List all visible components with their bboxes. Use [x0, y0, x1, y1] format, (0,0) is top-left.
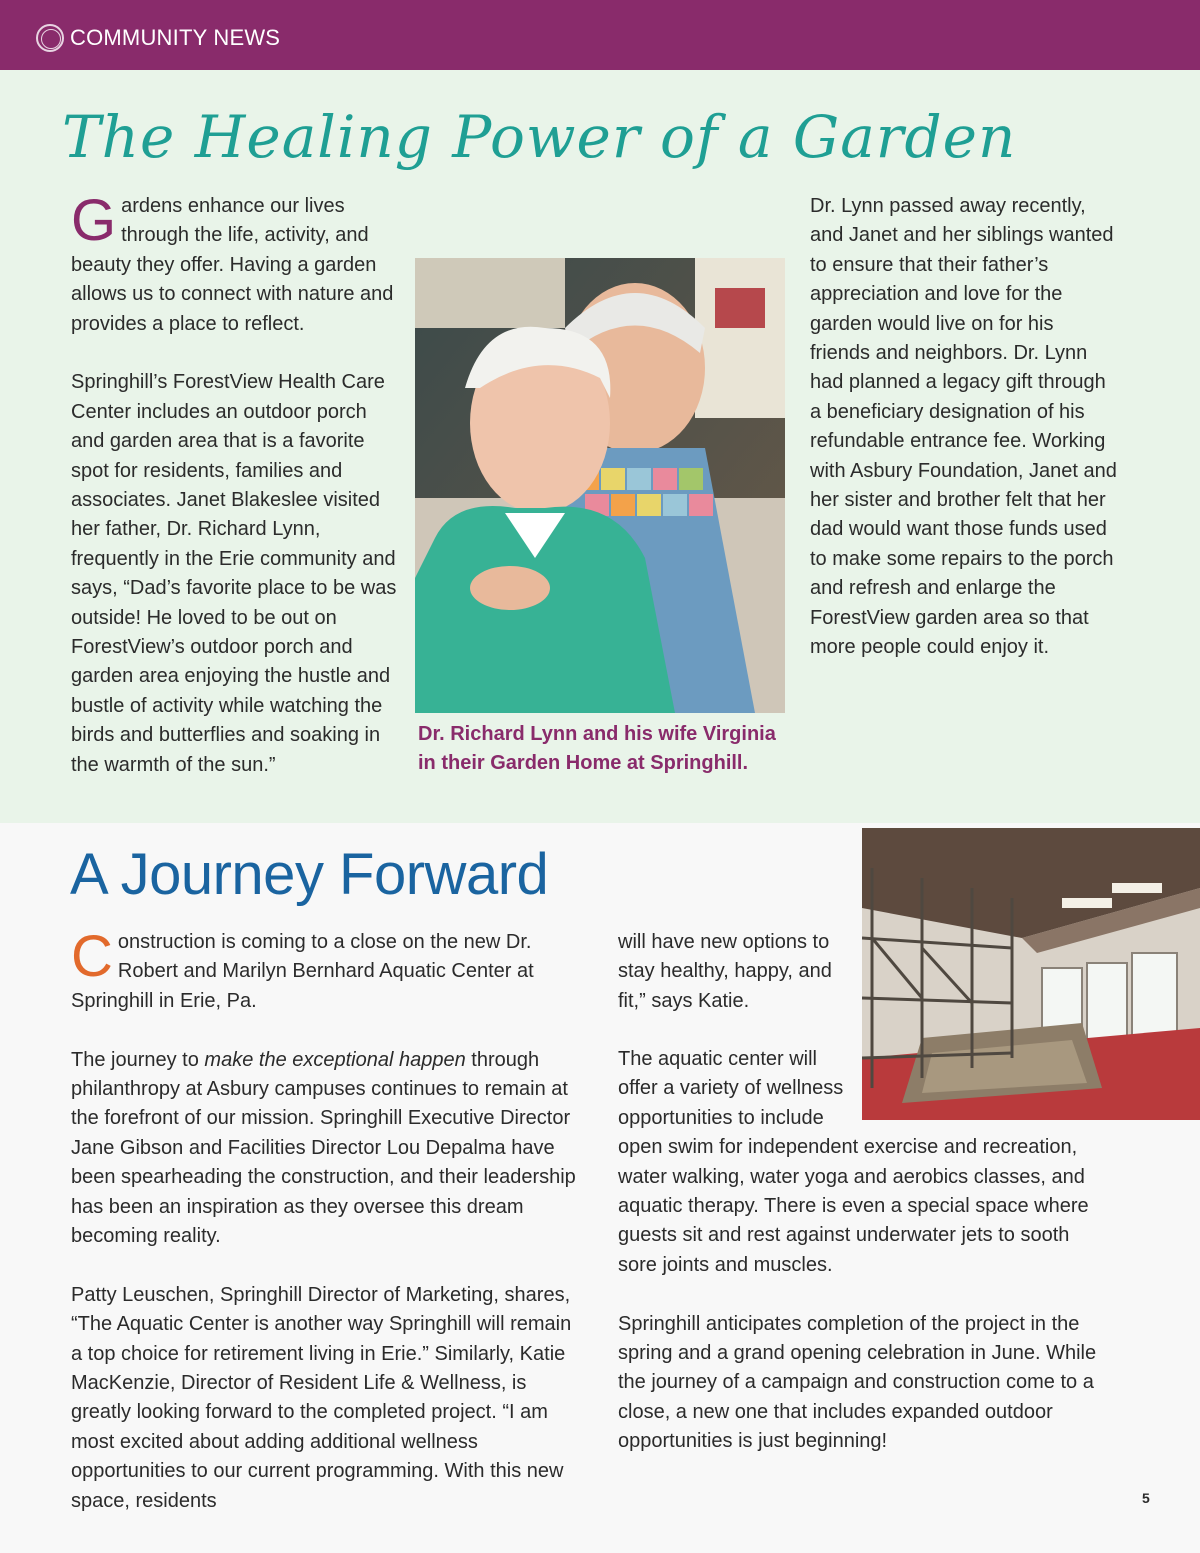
- garden-article-title: The Healing Power of a Garden: [62, 103, 1017, 171]
- journey-paragraph-1-text: onstruction is coming to a close on the new Dr. Robert and Marilyn Bernhard Aquatic Center at Springhill in Erie, Pa.: [71, 931, 534, 1012]
- circle-logo-icon: [36, 24, 64, 52]
- photo-caption: Dr. Richard Lynn and his wife Virginia in their Garden Home at Springhill.: [418, 723, 776, 774]
- header-bar: [0, 0, 1200, 70]
- section-label: COMMUNITY NEWS: [70, 25, 281, 50]
- garden-paragraph-2: Springhill’s ForestView Health Care Center includes an outdoor porch and garden area that is a favorite spot for residents, families and associates. Janet Blakeslee visited her father, Dr. Richard Lynn, frequently in the Erie community and says, “Dad’s favorite place to be was outside! He loved to be out on ForestView’s outdoor porch and garden area enjoying the hustle and bustle of activity while watching the birds and butterflies and soaking in the warmth of the sun.”: [71, 371, 397, 776]
- journey-paragraph-1: [71, 924, 581, 1016]
- journey-paragraph-2-start: The journey to: [71, 1048, 205, 1071]
- journey-paragraph-4: will have new options to stay healthy, happy, and fit,” says Katie.: [618, 931, 832, 1012]
- garden-dropcap: G: [71, 188, 117, 253]
- journey-paragraph-6: Springhill anticipates completion of the project in the spring and a grand opening celebration in June. While the journey of a campaign and construction come to a close, a new one that includes expanded outdoor opportunities is just beginning!: [618, 1312, 1097, 1453]
- journey-left-column: [71, 924, 581, 1516]
- journey-paragraph-2: [71, 1046, 581, 1252]
- garden-right-column-top: [618, 192, 1118, 721]
- garden-paragraph-1-text: ardens enhance our lives through the life, activity, and beauty they offer. Having a garden allows us to connect with nature and provides a place to reflect.: [71, 195, 394, 335]
- journey-paragraph-5: The aquatic center will offer a variety of wellness opportunities to include open swim for independent exercise and recreation, water walking, water yoga and aerobics classes, and aquatic therapy. There is even a special space where guests sit and rest against underwater jets to sooth sore joints and muscles.: [618, 1048, 1089, 1276]
- journey-paragraph-2-italic: make the exceptional happen: [204, 1048, 466, 1071]
- journey-right-column-top: [618, 928, 852, 1016]
- journey-paragraph-3: Patty Leuschen, Springhill Director of Marketing, shares, “The Aquatic Center is another way Springhill will remain a top choice for retirement living in Erie.” Similarly, Katie MacKenzie, Director of Resident Life & Wellness, is greatly looking forward to the completed project. “I am most excited about adding additional wellness opportunities to our current programming. With this new space, residents: [71, 1283, 572, 1512]
- garden-paragraph-1: [71, 188, 397, 339]
- garden-left-column: [71, 188, 397, 780]
- page-number: 5: [1142, 1490, 1150, 1506]
- journey-dropcap: C: [71, 924, 113, 989]
- journey-article-title: A Journey Forward: [70, 842, 549, 907]
- garden-paragraph-3: Dr. Lynn passed away recently, and Janet and her siblings wanted to ensure that their father’s appreciation and love for the garden would live on for his friends and neighbors. Dr. Lynn had planned a legacy gift through a beneficiary designation of his refundable entrance fee. Working with Asbury Foundation, Janet and her sister and brother felt that her dad would want those funds used to make some repairs to the porch and refresh and enlarge the ForestView garden area so that more people could enjoy it.: [810, 195, 1117, 659]
- journey-right-column-bottom: [618, 1045, 1108, 1457]
- journey-paragraph-2-end: through philanthropy at Asbury campuses continues to remain at the forefront of our mission. Springhill Executive Director Jane Gibson and Facilities Director Lou Depalma have been spearheading the construction, and their leadership has been an inspiration as they oversee this dream becoming reality.: [71, 1048, 576, 1248]
